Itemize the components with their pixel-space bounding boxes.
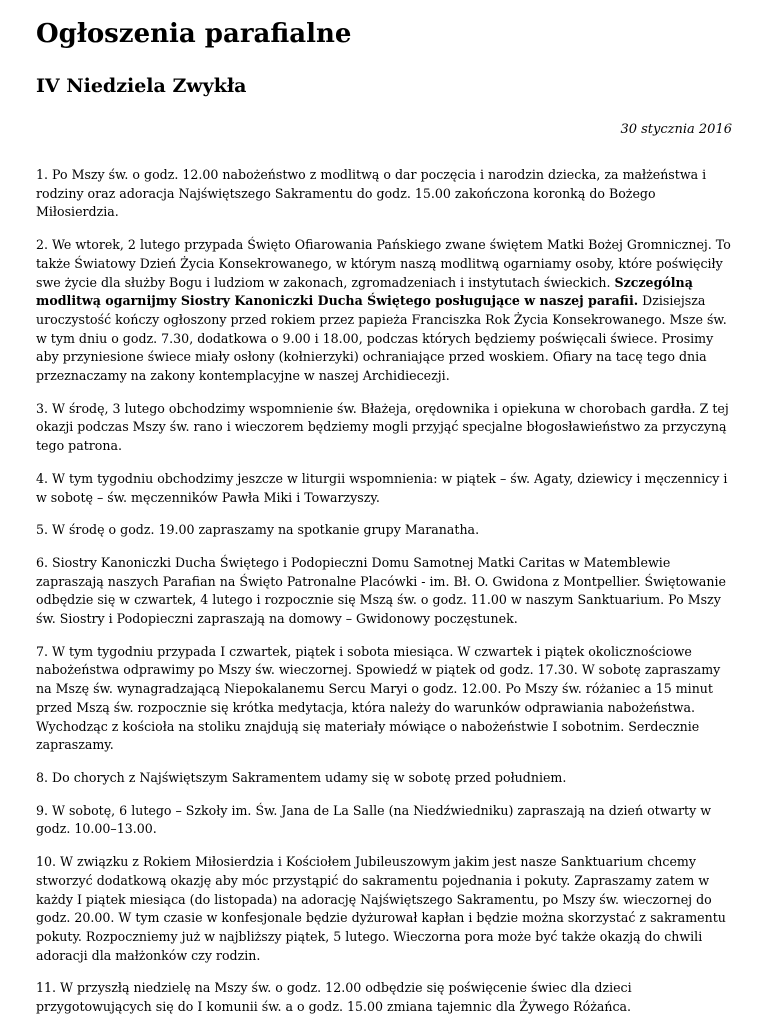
announcement-11	[36, 979, 732, 1016]
announcement-text: 11. W przyszłą niedzielę na Mszy św. o godz. 12.00 odbędzie się poświęcenie świec dla dzieci przygotowujących się do I komunii św. a o godz. 15.00 zmiana tajemnic dla Żywego Różańca.	[36, 980, 632, 1015]
announcements-list	[36, 166, 732, 1017]
announcement-bold-text: Szczególną modlitwą ogarnijmy Siostry Kanoniczki Ducha Świętego posługujące w naszej parafii.	[36, 274, 693, 309]
announcement-text: 1. Po Mszy św. o godz. 12.00 nabożeństwo z modlitwą o dar poczęcia i narodzin dziecka, za małżeństwa i rodziny oraz adoracja Najświętszego Sakramentu do godz. 15.00 zakończona koronką do Bożego Miłosierdzia.	[36, 167, 707, 220]
announcement-4	[36, 470, 732, 507]
announcement-text: 9. W sobotę, 6 lutego – Szkoły im. Św. Jana de La Salle (na Niedźwiedniku) zapraszają na dzień otwarty w godz. 10.00–13.00.	[36, 802, 712, 837]
announcement-7	[36, 643, 732, 755]
announcement-1	[36, 166, 732, 222]
document-page	[36, 14, 732, 1031]
announcement-text-continued: Dzisiejsza uroczystość kończy ogłoszony przed rokiem przez papieża Franciszka Rok Życia Konsekrowanego. Msze św. w tym dniu o godz. 7.30, dodatkowa o 9.00 i 18.00, podczas których będziemy poświęcali świece. Prosimy aby przyniesione świece miały osłony (kołnierzyki) ochraniające przed woskiem. Ofiary na tacę tego dnia przeznaczamy na zakony kontemplacyjne w naszej Archidiecezji.	[36, 293, 727, 384]
announcement-text: 3. W środę, 3 lutego obchodzimy wspomnienie św. Błażeja, orędownika i opiekuna w chorobach gardła. Z tej okazji podczas Mszy św. rano i wieczorem będziemy mogli przyjąć specjalne błogosławieństwo za przyczyną tego patrona.	[36, 400, 729, 454]
page-subtitle: IV Niedziela Zwykła	[36, 75, 247, 97]
announcement-5	[36, 521, 732, 540]
announcement-text: 6. Siostry Kanoniczki Ducha Świętego i Podopieczni Domu Samotnej Matki Caritas w Matemblewie zapraszają naszych Parafian na Święto Patronalne Placówki - im. Bł. O. Gwidona z Montpellier. Świętowanie odbędzie się w czwartek, 4 lutego i rozpocznie się Mszą św. o godz. 11.00 w naszym Sanktuarium. Po Mszy św. Siostry i Podopieczni zapraszają na domowy – Gwidonowy poczęstunek.	[36, 554, 726, 627]
announcement-text: 4. W tym tygodniu obchodzimy jeszcze w liturgii wspomnienia: w piątek – św. Agaty, dziewicy i męczennicy i w sobotę – św. męczenników Pawła Miki i Towarzyszy.	[36, 470, 728, 505]
announcement-text: 5. W środę o godz. 19.00 zapraszamy na spotkanie grupy Maranatha.	[36, 522, 480, 538]
announcement-3	[36, 400, 732, 456]
announcement-2	[36, 236, 732, 386]
announcement-8	[36, 769, 732, 788]
announcement-9	[36, 802, 732, 839]
page-title: Ogłoszenia parafialne	[36, 19, 352, 49]
document-date: 30 stycznia 2016	[620, 122, 732, 137]
announcement-text: 7. W tym tygodniu przypada I czwartek, piątek i sobota miesiąca. W czwartek i piątek okolicznościowe nabożeństwa odprawimy po Mszy św. wieczornej. Spowiedź w piątek od godz. 17.30. W sobotę zapraszamy na Mszę św. wynagradzającą Niepokalanemu Sercu Maryi o godz. 12.00. Po Mszy św. różaniec a 15 minut przed Mszą św. rozpocznie się krótka medytacja, która należy do warunków odprawiania nabożeństwa. Wychodząc z kościoła na stoliku znajdują się materiały mówiące o nabożeństwie I sobotnim. Serdecznie zapraszamy.	[36, 643, 721, 753]
announcement-text: 2. We wtorek, 2 lutego przypada Święto Ofiarowania Pańskiego zwane świętem Matki Bożej Gromnicznej. To także Światowy Dzień Życia Konsekrowanego, w którym naszą modlitwą ogarniamy osoby, które poświęciły swe życie dla służby Bogu i ludziom w zakonach, zgromadzeniach i instytutach świeckich.	[36, 237, 731, 290]
announcement-10	[36, 853, 732, 965]
announcement-text: 8. Do chorych z Najświętszym Sakramentem udamy się w sobotę przed południem.	[36, 769, 567, 785]
announcement-6	[36, 554, 732, 629]
announcement-text: 10. W związku z Rokiem Miłosierdzia i Kościołem Jubileuszowym jakim jest nasze Sanktuarium chcemy stworzyć dodatkową okazję aby móc przystąpić do sakramentu pojednania i pokuty. Zapraszamy zatem w każdy I piątek miesiąca (do listopada) na adorację Najświętszego Sakramentu, po Mszy św. wieczornej do godz. 20.00. W tym czasie w konfesjonale będzie dyżurował kapłan i będzie można skorzystać z sakramentu pokuty. Rozpoczniemy już w najbliższy piątek, 5 lutego. Wieczorna pora może być także okazją do chwili adoracji dla małżonków czy rodzin.	[36, 854, 726, 963]
